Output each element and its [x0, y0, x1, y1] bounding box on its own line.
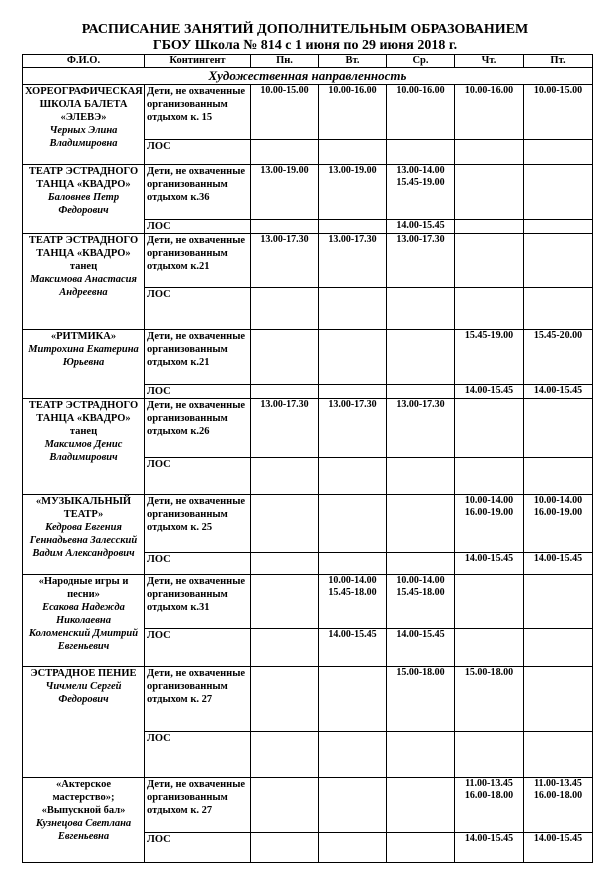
time-cell-thu [455, 495, 524, 553]
group-name-cell [23, 399, 145, 495]
time-cell-wed [387, 778, 455, 833]
los-time-cell-mon [251, 458, 319, 495]
contingent-cell: Дети, не охваченные организованным отдыхом к. 25 [145, 495, 251, 553]
time-cell-tue [319, 667, 387, 732]
los-time-cell-fri [524, 458, 593, 495]
time-slot: 10.00-16.00 [464, 85, 514, 96]
column-header-thu: Чт. [455, 55, 524, 68]
time-slot: 10.00-14.00 [396, 575, 445, 586]
time-cell-thu [455, 85, 524, 140]
time-cell-tue [319, 399, 387, 458]
contingent-cell: Дети, не охваченные организованным отдыхом к.21 [145, 330, 251, 385]
time-slot: 16.00-19.00 [533, 507, 583, 518]
section-row [23, 68, 593, 85]
los-time-cell-tue [319, 288, 387, 330]
time-cell-tue [319, 778, 387, 833]
schedule-row [23, 575, 593, 629]
time-slot: 11.00-13.45 [465, 778, 513, 789]
time-cell-tue [319, 85, 387, 140]
contingent-cell: Дети, не охваченные организованным отдыхом к. 27 [145, 667, 251, 732]
time-cell-fri [524, 399, 593, 458]
los-time-cell-wed [387, 833, 455, 863]
los-label: ЛОС [145, 629, 251, 667]
time-cell-mon [251, 399, 319, 458]
teacher-name: Баловнев Петр Федорович [47, 192, 120, 216]
los-label: ЛОС [145, 220, 251, 234]
time-cell-wed [387, 495, 455, 553]
column-header-fio: Ф.И.О. [23, 55, 145, 68]
time-cell-tue [319, 330, 387, 385]
time-slot: 14.00-15.45 [533, 553, 583, 564]
los-time-cell-wed [387, 140, 455, 165]
los-time-cell-tue [319, 140, 387, 165]
time-slot: 15.45-19.00 [396, 177, 445, 188]
time-slot: 13.00-19.00 [260, 165, 309, 176]
time-slot: 14.00-15.45 [464, 385, 514, 396]
schedule-row [23, 234, 593, 288]
time-slot: 14.00-15.45 [396, 629, 445, 640]
los-time-cell-mon [251, 288, 319, 330]
time-slot: 10.00-15.00 [260, 85, 309, 96]
time-slot: 13.00-17.30 [328, 234, 377, 245]
time-slot: 10.00-14.00 [328, 575, 377, 586]
time-cell-wed [387, 667, 455, 732]
group-name-cell [23, 495, 145, 575]
group-name-cell [23, 575, 145, 667]
time-cell-tue [319, 495, 387, 553]
time-cell-fri [524, 575, 593, 629]
time-slot: 14.00-15.45 [533, 833, 583, 844]
time-cell-tue [319, 165, 387, 220]
time-cell-wed [387, 399, 455, 458]
los-label: ЛОС [145, 140, 251, 165]
los-label: ЛОС [145, 833, 251, 863]
los-time-cell-thu [455, 732, 524, 778]
column-header-contingent: Контингент [145, 55, 251, 68]
time-cell-tue [319, 234, 387, 288]
time-cell-thu [455, 399, 524, 458]
los-time-cell-tue [319, 732, 387, 778]
los-time-cell-mon [251, 385, 319, 399]
time-slot: 13.00-17.30 [260, 234, 309, 245]
time-cell-wed [387, 165, 455, 220]
teacher-name: Чичмели Сергей Федорович [45, 681, 122, 705]
contingent-cell: Дети, не охваченные организованным отдыхом к.31 [145, 575, 251, 629]
time-cell-fri [524, 495, 593, 553]
time-slot: 13.00-19.00 [328, 165, 377, 176]
los-time-cell-wed [387, 553, 455, 575]
time-cell-wed [387, 330, 455, 385]
group-name: ТЕАТР ЭСТРАДНОГО ТАНЦА «КВАДРО» танец [28, 400, 139, 437]
header-row [23, 55, 593, 68]
time-slot: 16.00-19.00 [464, 507, 514, 518]
group-name: «Актерское мастерство»; «Выпускной бал» [41, 779, 126, 816]
time-cell-fri [524, 165, 593, 220]
los-time-cell-thu [455, 385, 524, 399]
los-time-cell-fri [524, 288, 593, 330]
column-header-tue: Вт. [319, 55, 387, 68]
los-time-cell-thu [455, 220, 524, 234]
los-time-cell-wed [387, 220, 455, 234]
contingent-cell: Дети, не охваченные организованным отдыхом к. 27 [145, 778, 251, 833]
time-slot: 13.00-14.00 [396, 165, 445, 176]
time-slot: 16.00-18.00 [464, 790, 514, 801]
los-time-cell-thu [455, 288, 524, 330]
schedule-row [23, 330, 593, 385]
time-cell-fri [524, 85, 593, 140]
time-slot: 10.00-16.00 [328, 85, 377, 96]
group-name: ТЕАТР ЭСТРАДНОГО ТАНЦА «КВАДРО» [28, 166, 139, 190]
contingent-cell: Дети, не охваченные организованным отдыхом к. 15 [145, 85, 251, 140]
group-name: «РИТМИКА» [50, 331, 117, 342]
los-time-cell-wed [387, 385, 455, 399]
teacher-name: Черных Элина Владимировна [49, 125, 118, 149]
time-cell-thu [455, 165, 524, 220]
group-name-cell [23, 165, 145, 234]
group-name: ТЕАТР ЭСТРАДНОГО ТАНЦА «КВАДРО» танец [28, 235, 139, 272]
time-cell-tue [319, 575, 387, 629]
time-cell-thu [455, 234, 524, 288]
los-time-cell-mon [251, 833, 319, 863]
los-time-cell-tue [319, 553, 387, 575]
los-label: ЛОС [145, 288, 251, 330]
contingent-cell: Дети, не охваченные организованным отдыхом к.26 [145, 399, 251, 458]
time-slot: 15.00-18.00 [396, 667, 445, 678]
time-cell-mon [251, 234, 319, 288]
column-header-fri: Пт. [524, 55, 593, 68]
time-slot: 14.00-15.45 [328, 629, 377, 640]
los-time-cell-fri [524, 629, 593, 667]
page-title: РАСПИСАНИЕ ЗАНЯТИЙ ДОПОЛНИТЕЛЬНЫМ ОБРАЗОВАНИЕМ [81, 22, 529, 37]
time-cell-thu [455, 330, 524, 385]
time-cell-fri [524, 667, 593, 732]
los-time-cell-fri [524, 140, 593, 165]
schedule-row [23, 85, 593, 140]
time-cell-mon [251, 85, 319, 140]
time-slot: 15.00-18.00 [464, 667, 514, 678]
los-time-cell-mon [251, 553, 319, 575]
time-cell-fri [524, 330, 593, 385]
time-slot: 13.00-17.30 [328, 399, 377, 410]
column-header-mon: Пн. [251, 55, 319, 68]
los-time-cell-thu [455, 833, 524, 863]
time-slot: 15.45-18.00 [396, 587, 445, 598]
section-title: Художественная направленность [23, 68, 593, 85]
column-header-wed: Ср. [387, 55, 455, 68]
teacher-name: Есакова Надежда Николаевна Коломенский Дмитрий Евгеньевич [28, 602, 139, 652]
los-time-cell-mon [251, 140, 319, 165]
time-slot: 14.00-15.45 [464, 553, 514, 564]
contingent-cell: Дети, не охваченные организованным отдыхом к.36 [145, 165, 251, 220]
time-cell-fri [524, 234, 593, 288]
group-name-cell [23, 778, 145, 863]
time-cell-mon [251, 667, 319, 732]
time-slot: 10.00-15.00 [533, 85, 583, 96]
schedule-row [23, 495, 593, 553]
time-cell-thu [455, 575, 524, 629]
time-cell-wed [387, 575, 455, 629]
los-time-cell-wed [387, 458, 455, 495]
group-name-cell [23, 667, 145, 778]
los-time-cell-tue [319, 629, 387, 667]
time-slot: 15.45-19.00 [464, 330, 514, 341]
los-time-cell-thu [455, 140, 524, 165]
los-time-cell-mon [251, 220, 319, 234]
los-time-cell-fri [524, 553, 593, 575]
schedule-row [23, 399, 593, 458]
los-label: ЛОС [145, 458, 251, 495]
time-cell-mon [251, 778, 319, 833]
los-label: ЛОС [145, 553, 251, 575]
time-slot: 15.45-18.00 [328, 587, 377, 598]
los-time-cell-fri [524, 833, 593, 863]
time-cell-wed [387, 234, 455, 288]
time-slot: 13.00-17.30 [396, 234, 445, 245]
teacher-name: Кедрова Евгения Геннадьевна Залесский Вадим Александрович [29, 522, 138, 559]
time-slot: 15.45-20.00 [533, 330, 583, 341]
los-time-cell-tue [319, 220, 387, 234]
group-name: «Народные игры и песни» [38, 576, 129, 600]
group-name-cell [23, 234, 145, 330]
group-name-cell [23, 330, 145, 399]
time-slot: 13.00-17.30 [260, 399, 309, 410]
teacher-name: Митрохина Екатерина Юрьевна [28, 344, 139, 368]
group-name: «МУЗЫКАЛЬНЫЙ ТЕАТР» [35, 496, 132, 520]
time-cell-thu [455, 778, 524, 833]
schedule-row [23, 165, 593, 220]
los-label: ЛОС [145, 385, 251, 399]
time-cell-mon [251, 165, 319, 220]
time-slot: 14.00-15.45 [396, 220, 445, 231]
los-time-cell-wed [387, 629, 455, 667]
teacher-name: Кузнецова Светлана Евгеньевна [35, 818, 132, 842]
los-time-cell-mon [251, 629, 319, 667]
group-name: ХОРЕОГРАФИЧЕСКАЯ ШКОЛА БАЛЕТА «ЭЛЕВЭ» [25, 86, 143, 123]
group-name: ЭСТРАДНОЕ ПЕНИЕ [30, 668, 137, 679]
teacher-name: Максимова Анастасия Андреевна [30, 274, 137, 298]
los-time-cell-wed [387, 732, 455, 778]
los-label: ЛОС [145, 732, 251, 778]
los-time-cell-mon [251, 732, 319, 778]
time-slot: 16.00-18.00 [533, 790, 583, 801]
los-time-cell-tue [319, 833, 387, 863]
time-slot: 10.00-16.00 [396, 85, 445, 96]
time-slot: 10.00-14.00 [464, 495, 514, 506]
los-time-cell-fri [524, 732, 593, 778]
time-slot: 11.00-13.45 [534, 778, 582, 789]
los-time-cell-tue [319, 385, 387, 399]
los-time-cell-fri [524, 385, 593, 399]
group-name-cell [23, 85, 145, 165]
schedule-table [22, 54, 593, 863]
los-time-cell-tue [319, 458, 387, 495]
time-slot: 10.00-14.00 [533, 495, 583, 506]
time-slot: 14.00-15.45 [533, 385, 583, 396]
time-slot: 13.00-17.30 [396, 399, 445, 410]
time-cell-thu [455, 667, 524, 732]
time-cell-mon [251, 575, 319, 629]
time-cell-mon [251, 495, 319, 553]
los-time-cell-thu [455, 629, 524, 667]
time-cell-wed [387, 85, 455, 140]
time-cell-fri [524, 778, 593, 833]
teacher-name: Максимов Денис Владимирович [44, 439, 123, 463]
los-time-cell-fri [524, 220, 593, 234]
page-subtitle: ГБОУ Школа № 814 с 1 июня по 29 июня 2018 г. [152, 38, 458, 53]
schedule-row [23, 778, 593, 833]
los-time-cell-wed [387, 288, 455, 330]
time-cell-mon [251, 330, 319, 385]
schedule-row [23, 667, 593, 732]
contingent-cell: Дети, не охваченные организованным отдыхом к.21 [145, 234, 251, 288]
time-slot: 14.00-15.45 [464, 833, 514, 844]
los-time-cell-thu [455, 553, 524, 575]
los-time-cell-thu [455, 458, 524, 495]
